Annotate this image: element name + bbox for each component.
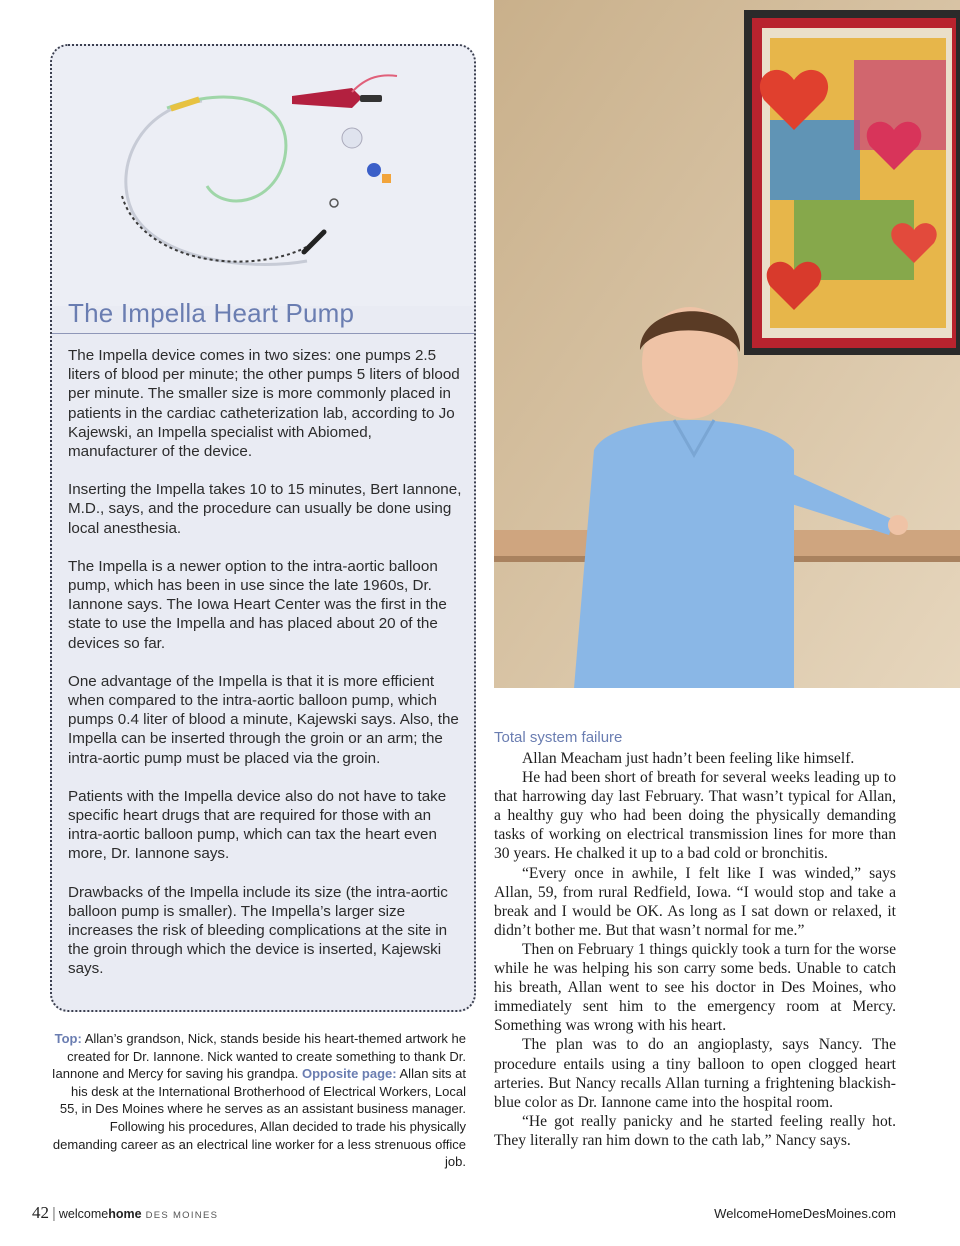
- article-paragraph: Allan Meacham just hadn’t been feeling like himself.: [522, 750, 855, 767]
- sidebar-divider: [52, 333, 476, 334]
- magazine-logo: [59, 1207, 142, 1221]
- footer-separator: |: [52, 1205, 56, 1222]
- footer-folio: [32, 1203, 218, 1223]
- sidebar-paragraph: Patients with the Impella device also do not have to take specific heart drugs that are required for those with an intra-aortic balloon pump, which can tax the heart even more, Dr. Iannone says.: [68, 787, 447, 863]
- article: [494, 728, 896, 1150]
- caption-opposite-label: Opposite page:: [301, 1066, 397, 1082]
- caption-top-text: Allan’s grandson, Nick, stands beside his heart-themed artwork he created for Dr. Iannone. Nick wanted to create something to thank Dr. Iannone and Mercy for saving his grandpa.: [51, 1031, 466, 1082]
- nick-photo: [494, 0, 960, 688]
- article-paragraph: “He got really panicky and he started feeling really hot. They literally ran him down to the cath lab,” Nancy says.: [494, 1112, 896, 1149]
- logo-city: DES MOINES: [145, 1210, 219, 1221]
- logo-welcome: welcome: [58, 1207, 109, 1221]
- article-paragraph: He had been short of breath for several weeks leading up to that harrowing day last February. That wasn’t typical for Allan, a healthy guy who had been doing the physically demanding tasks of working on electrical transmission lines for more than 30 years. He chalked it up to a bad cold or bronchitis.: [494, 769, 896, 863]
- impella-sidebar: [50, 44, 476, 1012]
- sidebar-paragraph: The Impella is a newer option to the intra-aortic balloon pump, which has been in use since the late 1960s, Dr. Iannone says. The Iowa Heart Center was the first in the state to use the Impella and has placed about 20 of the devices so far.: [68, 557, 447, 652]
- article-paragraph: The plan was to do an angioplasty, says Nancy. The procedure entails using a tiny balloon to open clogged heart arteries. But Nancy recalls Allan turning a frightening blackish-blue color as Dr. Iannone came into the hospital room.: [494, 1036, 896, 1111]
- sidebar-paragraph: The Impella device comes in two sizes: one pumps 2.5 liters of blood per minute; the other pumps 5 liters of blood per minute. The smaller size is more commonly placed in patients in the cardiac catheterization lab, according to Jo Kajewski, an Impella specialist with Abiomed, manufacturer of the device.: [68, 347, 460, 461]
- article-paragraph: “Every once in awhile, I felt like I was winded,” says Allan, 59, from rural Redfield, Iowa. “I would stop and take a break and I would be OK. As long as I sat down or relaxed, it didn’t bother me. But that wasn’t normal for me.”: [494, 864, 896, 939]
- page-number: 42: [32, 1203, 49, 1222]
- caption-opposite-text: Allan sits at his desk at the International Brotherhood of Electrical Workers, Local 55, in Des Moines where he serves as an assistant business manager. Following his procedures, Allan decided to trade his physically demanding career as an electrical line worker for a less strenuous office job.: [52, 1066, 466, 1170]
- logo-home: home: [108, 1207, 142, 1221]
- caption-top-label: Top:: [54, 1031, 82, 1046]
- sidebar-body: [68, 346, 464, 998]
- article-heading: Total system failure: [494, 729, 623, 746]
- impella-device-image: [52, 46, 476, 306]
- sidebar-paragraph: One advantage of the Impella is that it is more efficient when compared to the intra-aortic balloon pump, which pumps 0.4 liter of blood a minute, Kajewski says. Also, the Impella can be inserted through the groin or an arm; the intra-aortic pump must be placed via the groin.: [68, 672, 459, 767]
- sidebar-title: The Impella Heart Pump: [68, 298, 355, 328]
- sidebar-paragraph: Inserting the Impella takes 10 to 15 minutes, Bert Iannone, M.D., says, and the procedure can usually be done using local anesthesia.: [68, 481, 462, 537]
- sidebar-paragraph: Drawbacks of the Impella include its size (the intra-aortic balloon pump is smaller). The Impella’s larger size increases the risk of bleeding complications at the site in the groin through which the device is inserted, Kajewski says.: [68, 883, 448, 978]
- footer-website[interactable]: WelcomeHomeDesMoines.com: [714, 1206, 896, 1221]
- photo-caption: [50, 1030, 466, 1171]
- article-paragraph: Then on February 1 things quickly took a turn for the worse while he was helping his son carry some beds. Unable to catch his breath, Allan went to see his doctor in Des Moines, who immediately sent him to the emergency room at Mercy. Something was wrong with his heart.: [494, 940, 896, 1035]
